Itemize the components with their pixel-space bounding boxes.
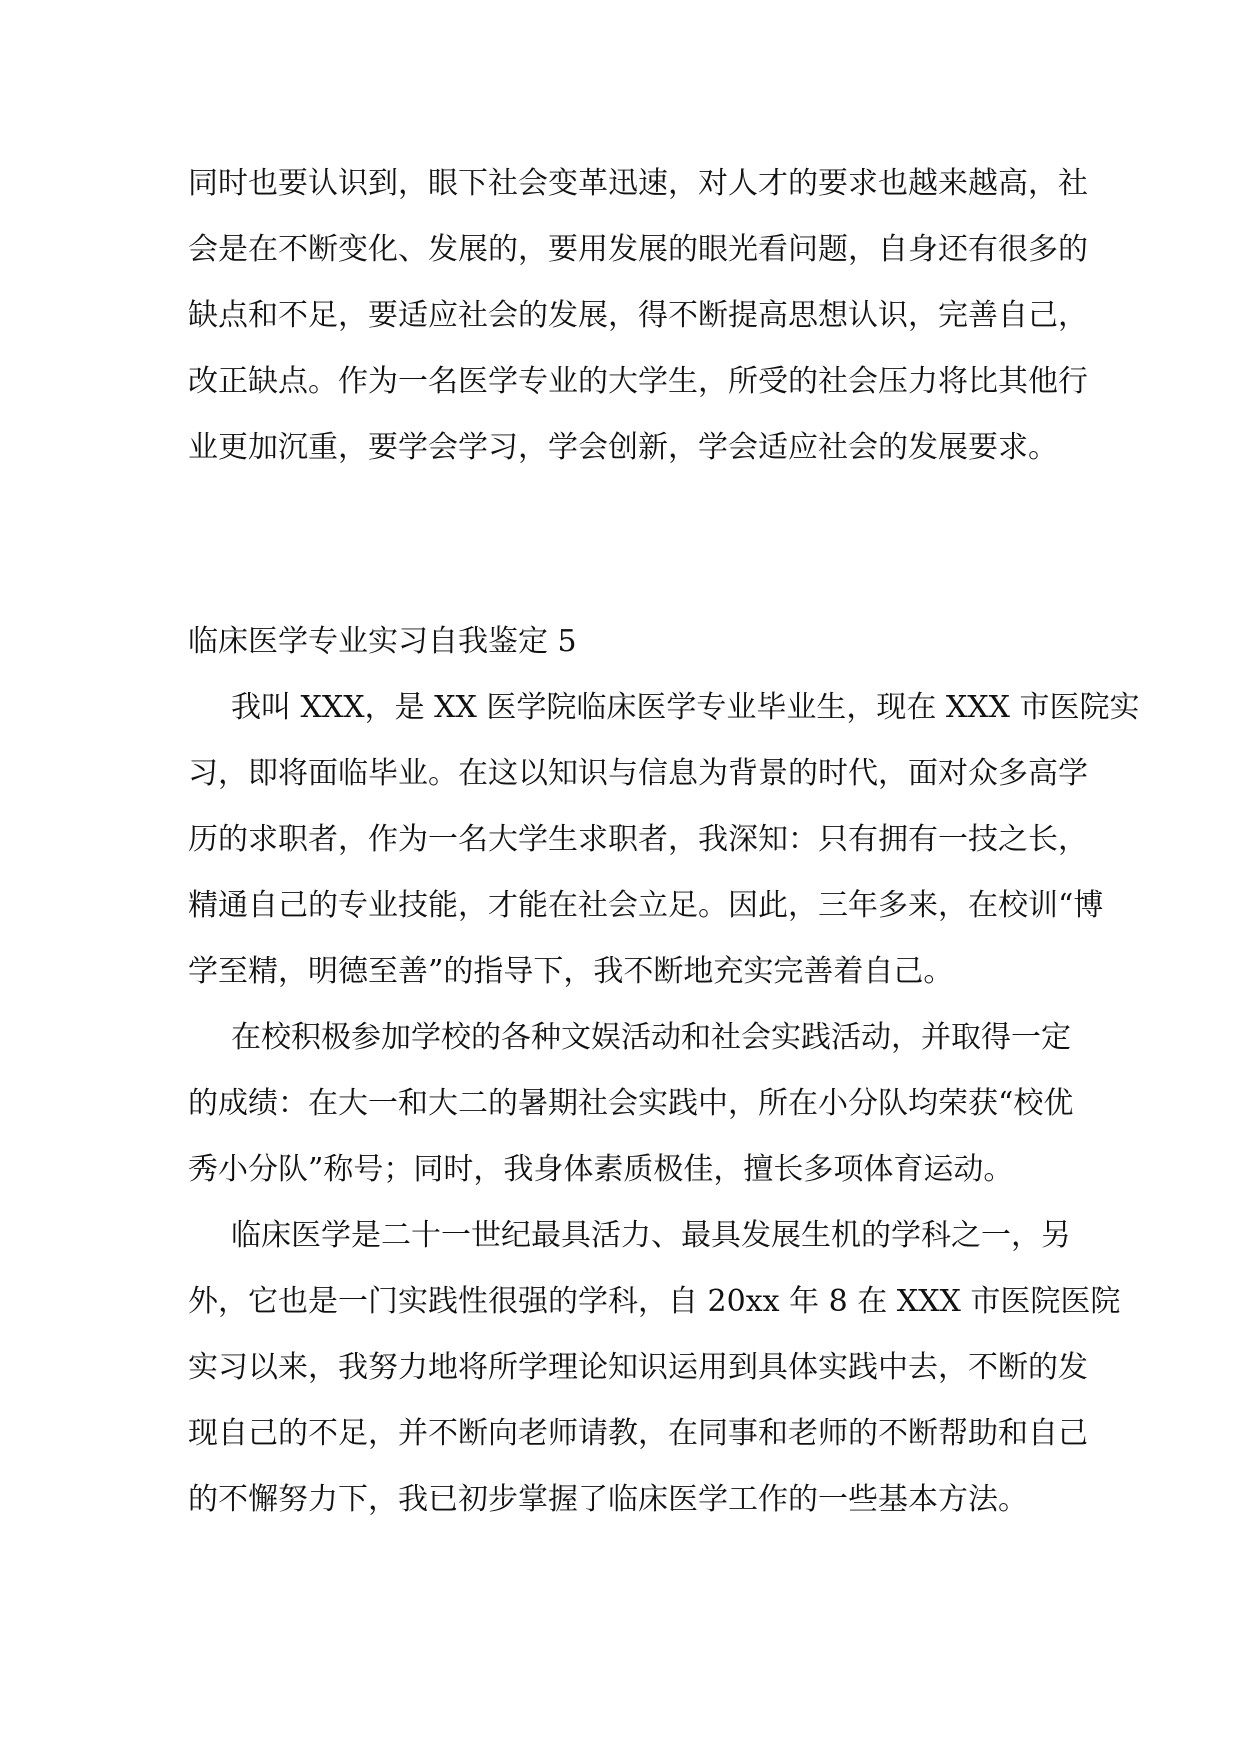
text-line: 同时也要认识到，眼下社会变革迅速，对人才的要求也越来越高，社 xyxy=(188,166,1088,201)
text-line: 秀小分队”称号；同时，我身体素质极佳，擅长多项体育运动。 xyxy=(188,1152,1014,1187)
section-title: 临床医学专业实习自我鉴定 5 xyxy=(188,624,577,659)
text-line: 历的求职者，作为一名大学生求职者，我深知：只有拥有一技之长， xyxy=(188,822,1088,857)
text-line: 学至精，明德至善”的指导下，我不断地充实完善着自己。 xyxy=(188,954,954,989)
text-line: 的不懈努力下，我已初步掌握了临床医学工作的一些基本方法。 xyxy=(188,1482,1028,1517)
text-line: 缺点和不足，要适应社会的发展，得不断提高思想认识，完善自己， xyxy=(188,298,1088,333)
text-line: 的成绩：在大一和大二的暑期社会实践中，所在小分队均荣获“校优 xyxy=(188,1086,1074,1121)
text-line: 会是在不断变化、发展的，要用发展的眼光看问题，自身还有很多的 xyxy=(188,232,1088,267)
text-line: 业更加沉重，要学会学习，学会创新，学会适应社会的发展要求。 xyxy=(188,430,1058,465)
text-line: 习，即将面临毕业。在这以知识与信息为背景的时代，面对众多高学 xyxy=(188,756,1088,791)
text-line: 改正缺点。作为一名医学专业的大学生，所受的社会压力将比其他行 xyxy=(188,364,1088,399)
text-line: 精通自己的专业技能，才能在社会立足。因此，三年多来，在校训“博 xyxy=(188,888,1104,923)
text-line: 我叫 XXX，是 XX 医学院临床医学专业毕业生，现在 XXX 市医院实 xyxy=(231,690,1140,725)
text-line: 临床医学是二十一世纪最具活力、最具发展生机的学科之一，另 xyxy=(231,1218,1071,1253)
text-line: 外，它也是一门实践性很强的学科，自 20xx 年 8 在 XXX 市医院医院 xyxy=(188,1284,1121,1319)
text-line: 在校积极参加学校的各种文娱活动和社会实践活动，并取得一定 xyxy=(231,1020,1071,1055)
text-line: 现自己的不足，并不断向老师请教，在同事和老师的不断帮助和自己 xyxy=(188,1416,1088,1451)
text-line: 实习以来，我努力地将所学理论知识运用到具体实践中去，不断的发 xyxy=(188,1350,1088,1385)
